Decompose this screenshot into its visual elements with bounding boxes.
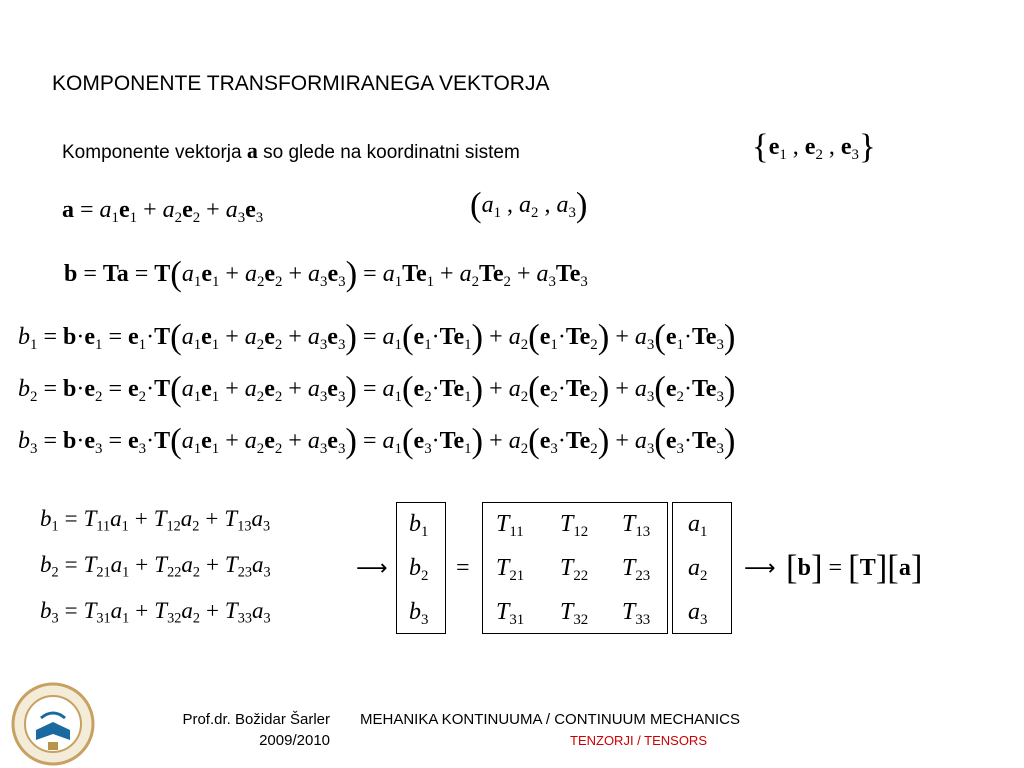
basis-set: {$e_1$ , $e_2$ , $e_3$} bbox=[752, 127, 876, 167]
equation-b3-component: $b_3 = b\cdot e_3 = e_3\cdot T(a_1e_1 + a_2e_2 + a_3e_3) = a_1(e_3\cdot Te_1) + a_2(e_3\cdot Te_2) + a_3(e_3\cdot Te_3)$ bbox=[18, 421, 736, 461]
university-seal-icon bbox=[8, 682, 98, 766]
equation-a-expansion: $a = a_1e_1 + a_2e_2 + a_3e_3$ bbox=[62, 197, 264, 226]
equation-b-transform: $b = Ta = T(a_1e_1 + a_2e_2 + a_3e_3) = a_1Te_1 + a_2Te_2 + a_3Te_3$ bbox=[64, 254, 588, 294]
footer-chapter: TENZORJI / TENSORS bbox=[570, 733, 707, 748]
footer-author: Prof.dr. Božidar Šarler bbox=[182, 711, 330, 728]
equation-b1-component: $b_1 = b\cdot e_1 = e_1\cdot T(a_1e_1 + a_2e_2 + a_3e_3) = a_1(e_1\cdot Te_1) + a_2(e_1\cdot Te_2) + a_3(e_1\cdot Te_3)$ bbox=[18, 317, 736, 357]
intro-text bbox=[62, 138, 520, 164]
equation-b3-sum: $b_3 = T_{31}a_1 + T_{32}a_2 + T_{33}a_3$ bbox=[40, 598, 271, 627]
vector-b-matrix: $b_1$ $b_2$ $b_3$ bbox=[396, 502, 446, 634]
arrow-right-icon: ⟶ bbox=[744, 556, 776, 581]
components-tuple: ($a_1$ , $a_2$ , $a_3$) bbox=[470, 185, 588, 225]
equation-b2-component: $b_2 = b\cdot e_2 = e_2\cdot T(a_1e_1 + a_2e_2 + a_3e_3) = a_1(e_2\cdot Te_1) + a_2(e_2\cdot Te_2) + a_3(e_2\cdot Te_3)$ bbox=[18, 369, 736, 409]
footer-course-block bbox=[360, 709, 741, 748]
matrix-shorthand: [b] = [T][a] bbox=[786, 548, 923, 588]
footer-course: MEHANIKA KONTINUUMA / CONTINUUM MECHANICS bbox=[360, 711, 741, 728]
intro-prefix: Komponente vektorja bbox=[62, 142, 242, 163]
equation-b2-sum: $b_2 = T_{21}a_1 + T_{22}a_2 + T_{23}a_3$ bbox=[40, 552, 271, 581]
footer-author-block bbox=[130, 709, 330, 751]
vector-a-matrix: $a_1$ $a_2$ $a_3$ bbox=[672, 502, 732, 634]
footer-year: 2009/2010 bbox=[259, 732, 330, 749]
slide-title: KOMPONENTE TRANSFORMIRANEGA VEKTORJA bbox=[52, 72, 550, 95]
intro-vector: a bbox=[246, 138, 258, 163]
equation-b1-sum: $b_1 = T_{11}a_1 + T_{12}a_2 + T_{13}a_3$ bbox=[40, 506, 271, 535]
intro-suffix: so glede na koordinatni sistem bbox=[263, 142, 520, 163]
arrow-right-icon: ⟶ bbox=[356, 556, 388, 581]
tensor-t-matrix: $T_{11}$ $T_{12}$ $T_{13}$ $T_{21}$ $T_{22}$ $T_{23}$ $T_{31}$ $T_{32}$ $T_{33}$ bbox=[482, 502, 668, 634]
